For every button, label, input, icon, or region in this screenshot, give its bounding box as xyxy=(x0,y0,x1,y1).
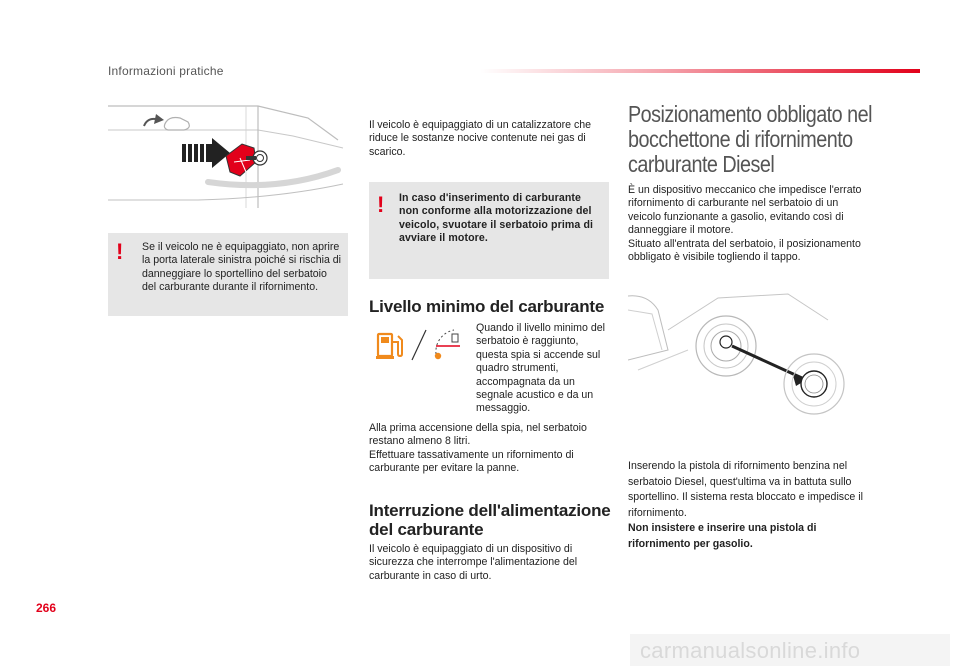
fuel-level-refuel-text: Effettuare tassativamente un rifornimento di carburante per evitare la panne. xyxy=(369,448,574,475)
middle-warning-text: In caso d'inserimento di carburante non conforme alla motorizzazione del veicolo, svuotare il serbatoio prima di avviare il motore. xyxy=(399,192,594,245)
diesel-misfuel-heading xyxy=(628,102,872,177)
diesel-location-text: Situato all'entrata del serbatoio, il posizionamento obbligato è visibile togliendo il tappo. xyxy=(628,237,861,264)
diesel-caption-text: Inserendo la pistola di rifornimento benzina nel serbatoio Diesel, quest'ultima va in battuta sullo sportellino. Il sistema resta bloccato e impedisce il rifornimento. xyxy=(628,460,863,519)
left-warning-note xyxy=(108,233,348,316)
middle-warning-note xyxy=(369,182,609,279)
van-side-fuel-door-illustration xyxy=(108,100,348,212)
fuel-cutoff-heading xyxy=(369,501,619,539)
warning-icon: ! xyxy=(377,192,385,217)
diesel-caption-bold: Non insistere e inserire una pistola di rifornimento per gasolio. xyxy=(628,522,817,550)
fuel-cutoff-heading-line2: del carburante xyxy=(369,520,484,539)
catalyst-intro: Il veicolo è equipaggiato di un catalizzatore che riduce le sostanze nocive contenute nei gas di scarico. xyxy=(369,119,592,158)
diesel-heading-line3: carburante Diesel xyxy=(628,151,775,177)
fuel-lamp-description: Quando il livello minimo del serbatoio è raggiunto, questa spia si accende sul quadro strumenti, accompagnata da un segnale acustico e da un messaggio. xyxy=(476,322,605,415)
diesel-caption xyxy=(628,459,874,553)
left-warning-text: Se il veicolo ne è equipaggiato, non aprire la porta laterale sinistra poiché si rischia di danneggiare lo sportellino del serbatoio del carburante durante il rifornimento. xyxy=(142,241,342,294)
watermark: carmanualsonline.info xyxy=(640,638,861,663)
header-accent-line xyxy=(480,69,920,73)
fuel-level-reserve-text: Alla prima accensione della spia, nel serbatoio restano almeno 8 litri. xyxy=(369,422,587,448)
diesel-heading-line2: bocchettone di rifornimento xyxy=(628,126,853,152)
low-fuel-lamp-icon xyxy=(372,324,468,364)
fuel-level-paragraph xyxy=(369,422,609,476)
diesel-description xyxy=(628,184,874,264)
fuel-level-heading: Livello minimo del carburante xyxy=(369,297,605,316)
page-number: 266 xyxy=(36,601,57,615)
warning-icon: ! xyxy=(116,239,124,264)
fuel-cutoff-text: Il veicolo è equipaggiato di un dispositivo di sicurezza che interrompe l'alimentazione del carburante in caso di urto. xyxy=(369,543,578,582)
diesel-filler-neck-illustration xyxy=(628,290,868,440)
diesel-heading-line1: Posizionamento obbligato nel xyxy=(628,101,872,127)
diesel-device-text: È un dispositivo meccanico che impedisce l'errato rifornimento di carburante nel serbatoio di un veicolo funzionante a gasolio, evitando così di danneggiare il motore. xyxy=(628,184,862,237)
fuel-cutoff-heading-line1: Interruzione dell'alimentazione xyxy=(369,501,611,520)
section-title: Informazioni pratiche xyxy=(108,64,224,78)
